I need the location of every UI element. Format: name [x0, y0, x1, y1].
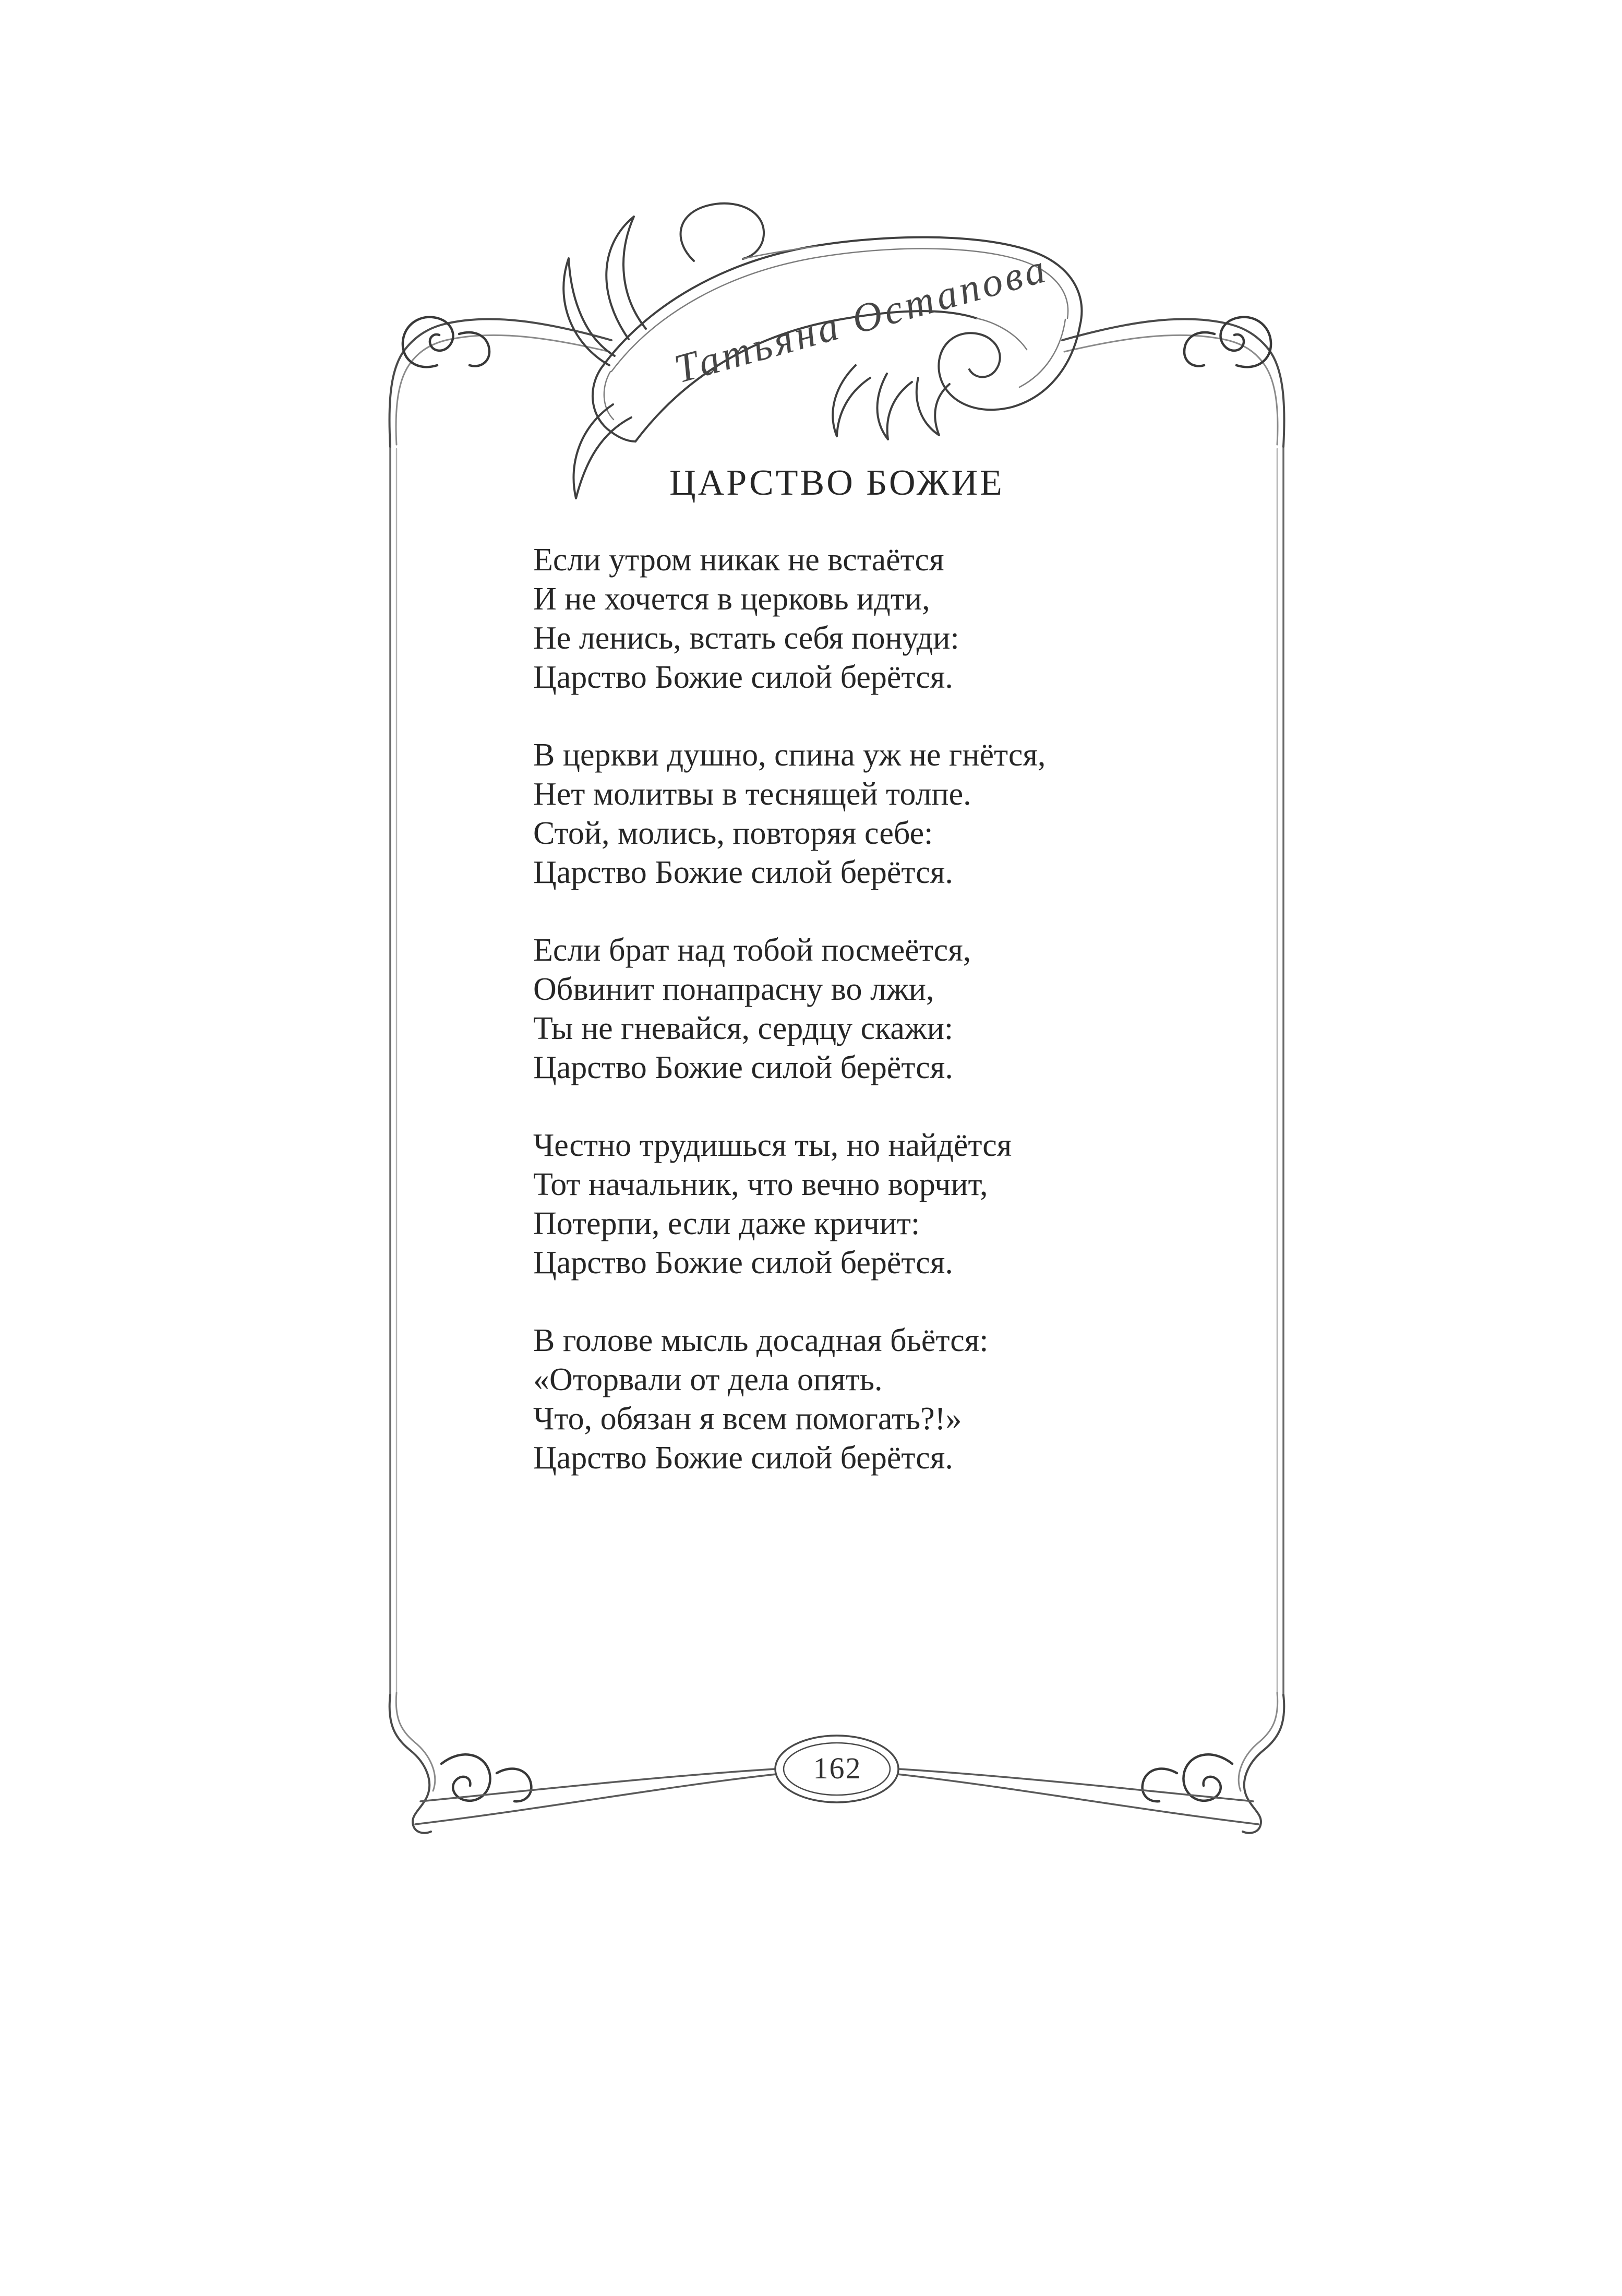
poem-line: В голове мысль досадная бьётся:	[533, 1323, 989, 1358]
poem-line: В церкви душно, спина уж не гнётся,	[533, 737, 1046, 773]
poem-line: И не хочется в церковь идти,	[533, 581, 930, 617]
stanza	[533, 541, 1046, 697]
stanza	[533, 931, 1046, 1087]
poem-line: Царство Божие силой берётся.	[533, 660, 953, 695]
poem-line: Ты не гневайся, сердцу скажи:	[533, 1011, 954, 1046]
corner-flourish-icon	[390, 1693, 776, 1833]
poem-line: Царство Божие силой берётся.	[533, 1245, 953, 1281]
poem-line: Что, обязан я всем помогать?!»	[533, 1401, 962, 1437]
poem-line: Царство Божие силой берётся.	[533, 1440, 953, 1476]
poem-line: Потерпи, если даже кричит:	[533, 1206, 920, 1241]
poem-line: Тот начальник, что вечно ворчит,	[533, 1167, 988, 1202]
poem-line: Царство Божие силой берётся.	[533, 855, 953, 890]
author-name: Татьяна Остапова	[669, 245, 1053, 392]
stanza	[533, 1126, 1046, 1283]
poem-line: Царство Божие силой берётся.	[533, 1050, 953, 1085]
poem-line: Нет молитвы в теснящей толпе.	[533, 776, 971, 812]
poem-line: Если брат над тобой посмеётся,	[533, 932, 971, 968]
frame-side-line	[390, 446, 397, 1696]
poem-line: Обвинит понапрасну во лжи,	[533, 972, 934, 1007]
poem-line: Не ленись, встать себя понуди:	[533, 620, 959, 656]
poem-title: ЦАРСТВО БОЖИЕ	[669, 463, 1004, 503]
stanza	[533, 736, 1046, 892]
poem-line: Честно трудишься ты, но найдётся	[533, 1128, 1012, 1163]
stanza	[533, 1321, 1046, 1478]
poem-body	[533, 541, 1046, 1516]
poem-line: Если утром никак не встаётся	[533, 542, 944, 578]
poem-line: «Оторвали от дела опять.	[533, 1362, 883, 1397]
poem-line: Стой, молись, повторяя себе:	[533, 816, 933, 851]
page-number: 162	[813, 1751, 862, 1785]
